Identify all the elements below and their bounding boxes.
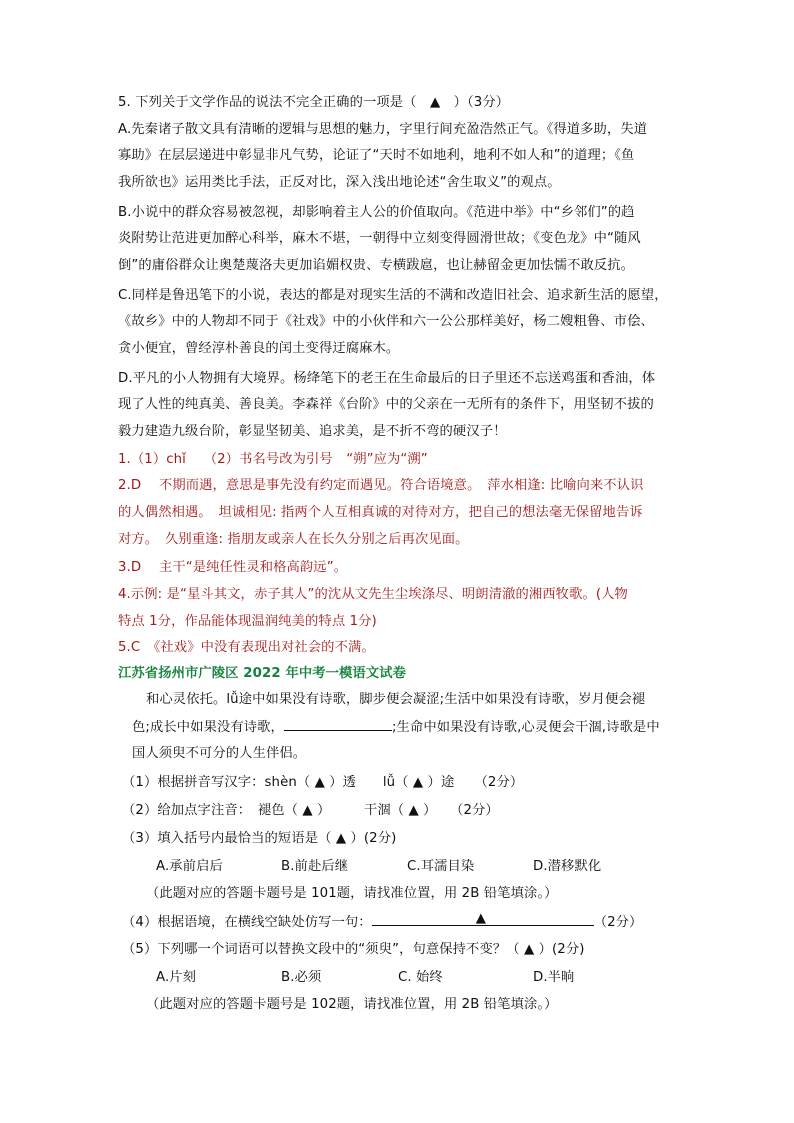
- q5-option-d-line3: 毅力建造九级台阶，彰显坚韧美、追求美，是不折不弯的硬汉子！: [118, 424, 507, 439]
- subq-5: （5）下列哪一个词语可以替换文段中的“须臾”，句意保持不变？（ ▲ ）(2分): [122, 942, 585, 957]
- q5-option-a-line3: 我所欲也》运用类比手法，正反对比，深入浅出地论述“舍生取义”的观点。: [118, 175, 561, 190]
- subq-4: [122, 912, 642, 933]
- answer-4-line1: 4.示例: 是“星斗其文，赤子其人”的沈从文先生尘埃涤尽、明朗清澈的湘西牧歌。(人物: [118, 587, 628, 602]
- subq-5-note: （此题对应的答题卡题号是 102题，请找准位置，用 2B 铅笔填涂。）: [146, 997, 558, 1012]
- answer-3: 3.D 主干“是纯任性灵和格高韵远”。: [118, 560, 348, 575]
- subq-5-option-b[interactable]: B.必须: [281, 970, 322, 985]
- subq-1: （1）根据拼音写汉字：shèn（ ▲ ）透 lǚ（ ▲ ）途 （2分）: [122, 775, 524, 790]
- passage-line1: 和心灵依托。lǚ途中如果没有诗歌，脚步便会凝涩;生活中如果没有诗歌，岁月便会褪: [146, 692, 646, 707]
- passage-line3: 国人须臾不可分的人生伴侣。: [132, 746, 307, 761]
- subq-3-option-b[interactable]: B.前赴后继: [281, 859, 349, 874]
- subq-4-label: （4）根据语境，在横线空缺处仿写一句：: [122, 915, 372, 930]
- answer-1: 1.（1）chǐ （2）书名号改为引号 “朔”应为“溯”: [118, 452, 428, 467]
- subq-3-option-a[interactable]: A.承前启后: [156, 859, 223, 874]
- q5-stem: 5. 下列关于文学作品的说法不完全正确的一项是（ ▲ ）（3分）: [118, 95, 510, 110]
- q5-option-c-line2: 《故乡》中的人物却不同于《社戏》中的小伙伴和六一公公那样美好，杨二嫂粗鲁、市侩、: [118, 314, 654, 329]
- q5-option-d-line2: 现了人性的纯真美、善良美。李森祥《台阶》中的父亲在一无所有的条件下，用坚韧不拔的: [118, 397, 654, 412]
- q5-option-b-line3: 倒”的庸俗群众让奥楚蔑洛夫更加谄媚权贵、专横跋扈，也让赫留金更加怯懦不敢反抗。: [118, 258, 635, 273]
- subq-3-note: （此题对应的答题卡题号是 101题，请找准位置，用 2B 铅笔填涂。）: [146, 886, 558, 901]
- passage-line2: [132, 717, 660, 738]
- subq-2: （2）给加点字注音： 褪色（ ▲ ） 干涸（ ▲ ） （2分）: [122, 803, 499, 818]
- subq-4-mark: ▲: [475, 911, 487, 926]
- answer-2-line1: 2.D 不期而遇，意思是事先没有约定而遇见。符合语境意。 萍水相逢: 比喻向来不认识: [118, 478, 644, 493]
- subq-5-option-d[interactable]: D.半晌: [533, 970, 575, 985]
- passage-line2-start: 色;成长中如果没有诗歌，: [132, 720, 284, 735]
- q5-option-b-line2: 炎附势让范进更加醉心科举，麻木不堪，一朝得中立刻变得圆滑世故；《变色龙》中“随风: [118, 231, 641, 246]
- answer-4-line2: 特点 1分，作品能体现温润纯美的特点 1分): [118, 614, 377, 629]
- q5-option-a-line1: A.先秦诸子散文具有清晰的逻辑与思想的魅力，字里行间充盈浩然正气。《得道多助，失道: [118, 122, 648, 137]
- q5-option-c-line1: C.同样是鲁迅笔下的小说，表达的都是对现实生活的不满和改造旧社会、追求新生活的愿望，: [118, 288, 668, 303]
- answer-2-line3: 对方。 久别重逢: 指朋友或亲人在长久分别之后再次见面。: [118, 532, 469, 547]
- passage-blank[interactable]: [284, 717, 392, 731]
- q5-option-d-line1: D.平凡的小人物拥有大境界。杨绛笔下的老王在生命最后的日子里还不忘送鸡蛋和香油，体: [118, 371, 656, 386]
- subq-5-option-c[interactable]: C. 始终: [398, 970, 443, 985]
- passage-line2-end: ;生命中如果没有诗歌,心灵便会干涸,诗歌是中: [391, 720, 660, 735]
- answer-2-line2: 的人偶然相遇。 坦诚相见: 指两个人互相真诚的对待对方，把自己的想法毫无保留地告诉: [118, 505, 643, 520]
- subq-3: （3）填入括号内最恰当的短语是（ ▲ ）(2分): [122, 831, 397, 846]
- answer-5: 5.C 《社戏》中没有表现出对社会的不满。: [118, 640, 375, 655]
- subq-4-answer-line[interactable]: [372, 912, 594, 926]
- q5-option-a-line2: 寡助》在层层递进中彰显非凡气势，论证了“天时不如地利，地利不如人和”的道理；《鱼: [118, 148, 635, 163]
- subq-5-option-a[interactable]: A.片刻: [156, 970, 197, 985]
- exam-heading: 江苏省扬州市广陵区 2022 年中考一模语文试卷: [118, 666, 407, 681]
- q5-option-c-line3: 贪小便宜，曾经淳朴善良的闰土变得迂腐麻木。: [118, 341, 400, 356]
- subq-4-score: （2分）: [593, 915, 643, 930]
- subq-3-option-c[interactable]: C.耳濡目染: [407, 859, 475, 874]
- q5-option-b-line1: B.小说中的群众容易被忽视，却影响着主人公的价值取向。《范进中举》中“乡邻们”的趋: [118, 205, 635, 220]
- subq-3-option-d[interactable]: D.潜移默化: [533, 859, 602, 874]
